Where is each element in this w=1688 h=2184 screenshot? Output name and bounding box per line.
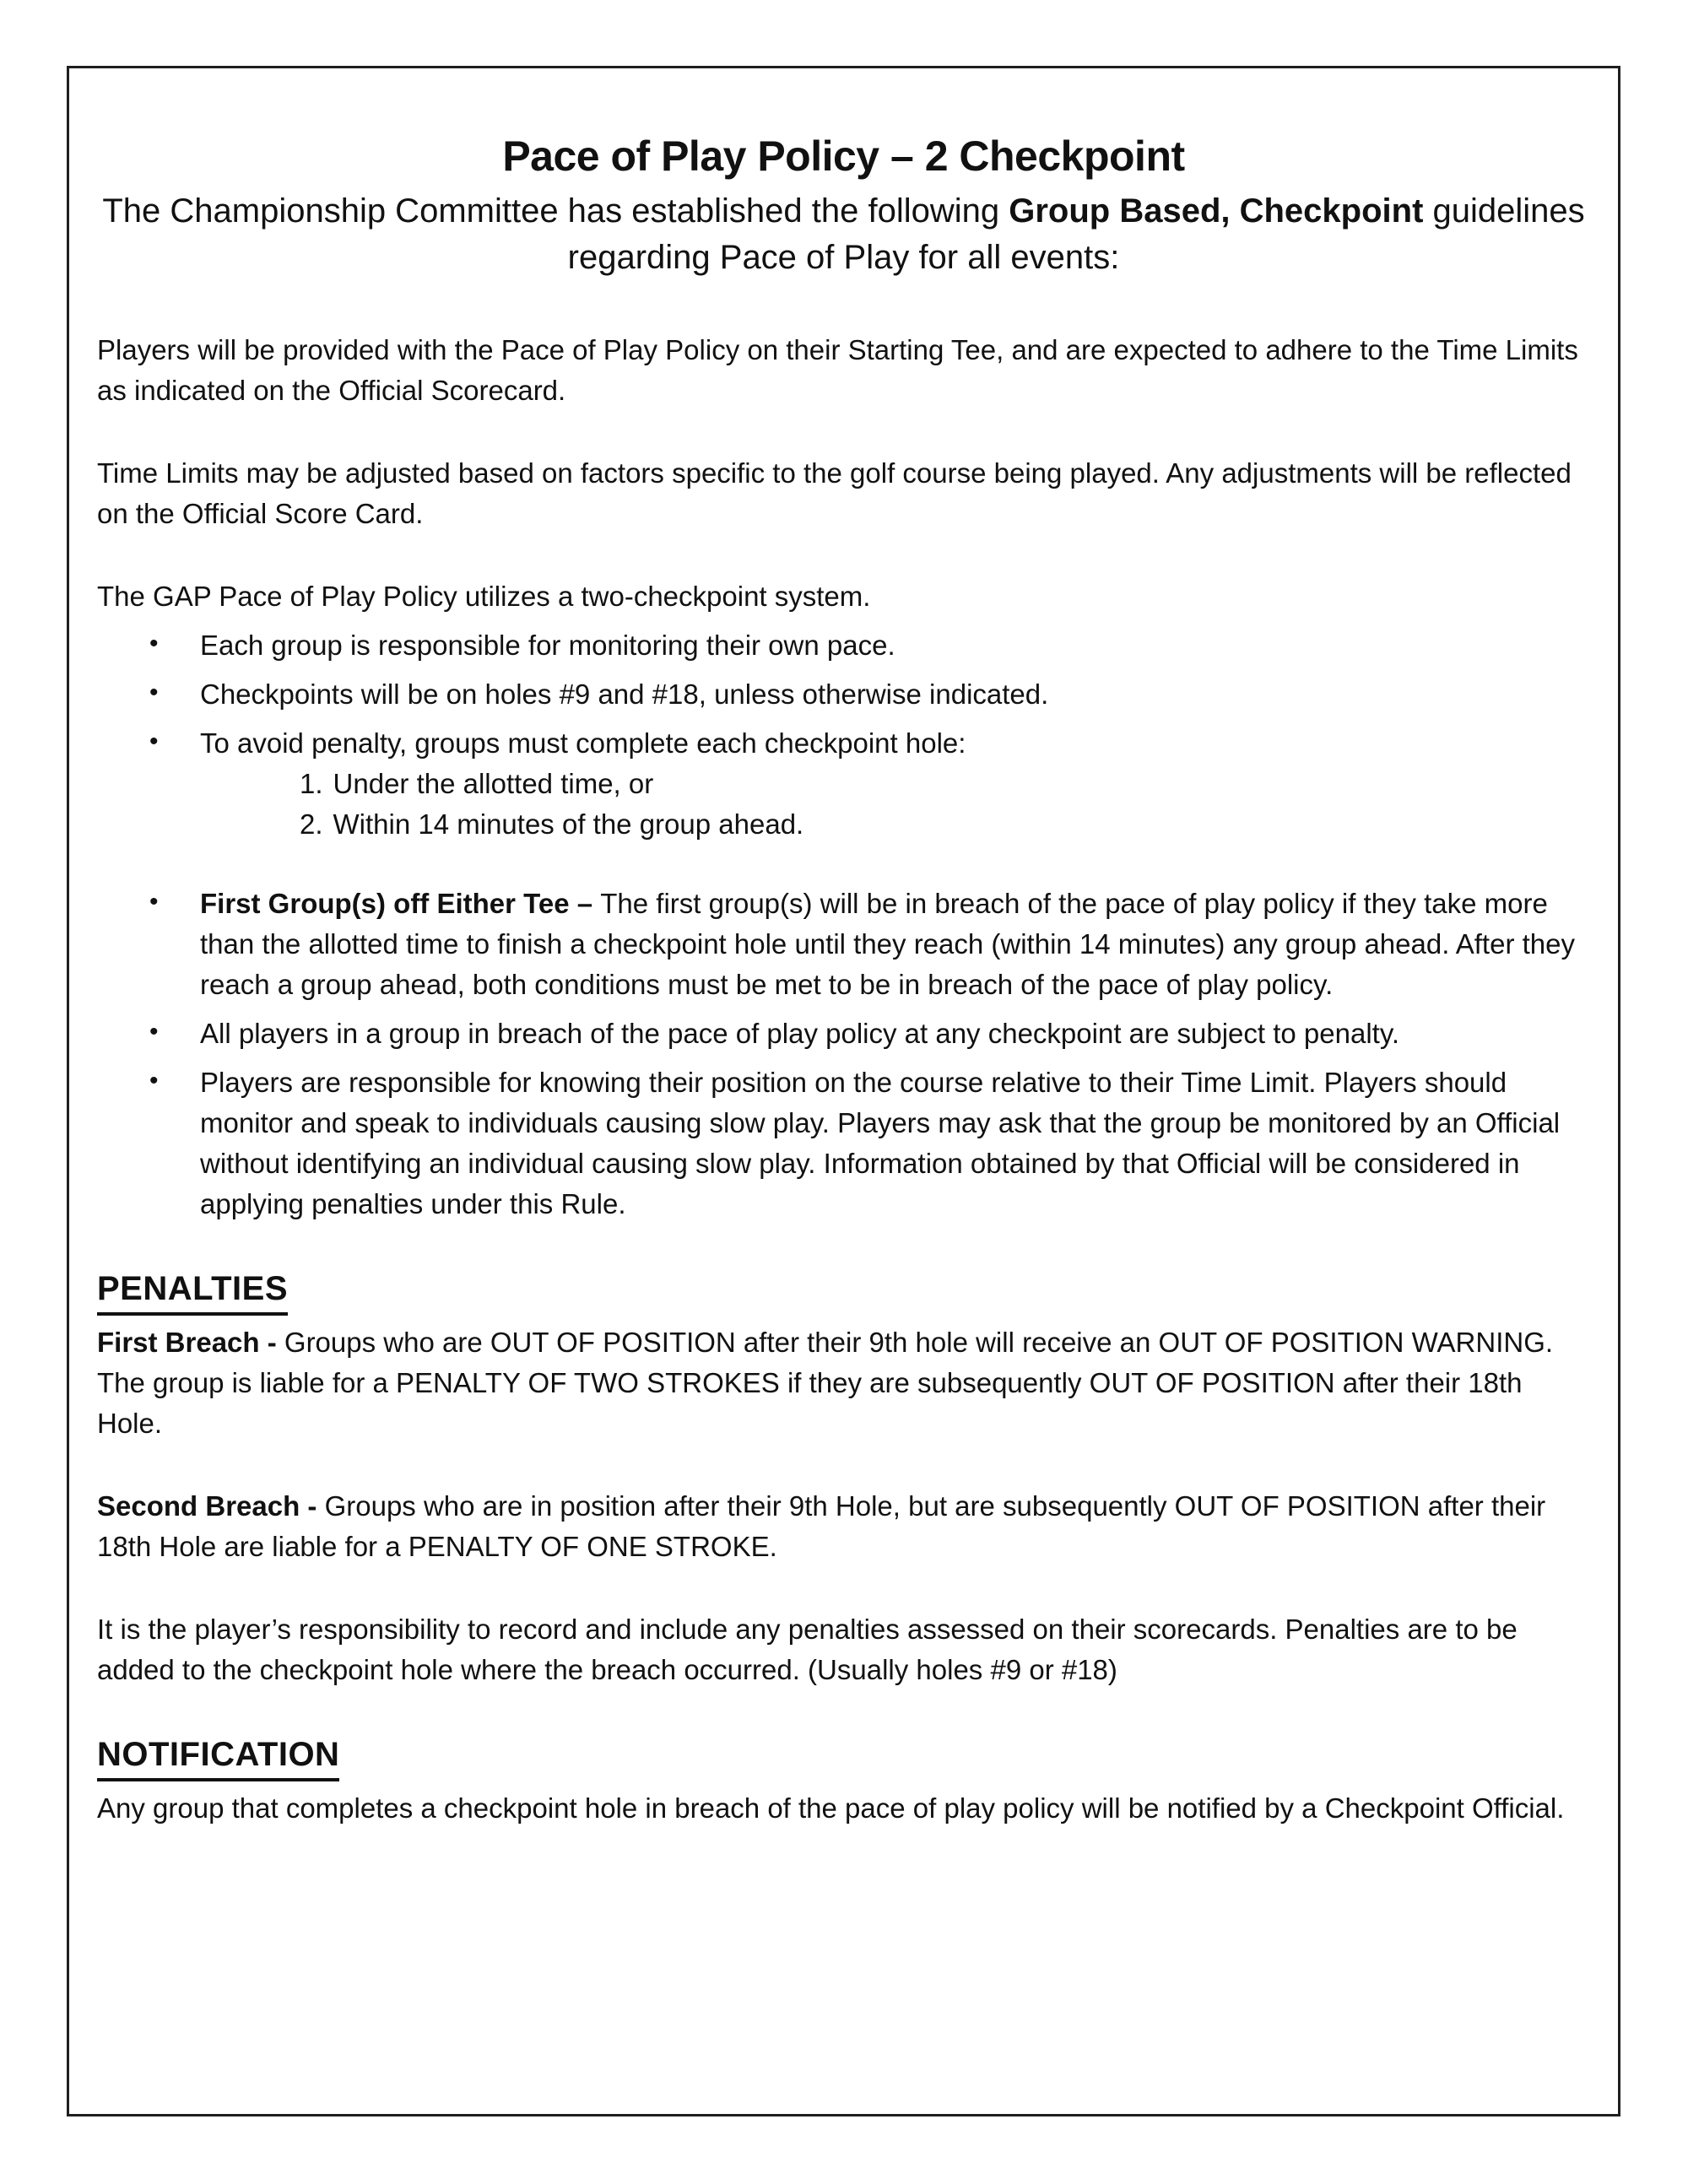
penalties-heading-text: PENALTIES bbox=[97, 1267, 288, 1316]
list-item-text: Checkpoints will be on holes #9 and #18, unless otherwise indicated. bbox=[200, 678, 1049, 710]
notification-heading bbox=[97, 1733, 1590, 1781]
page-title: Pace of Play Policy – 2 Checkpoint bbox=[502, 132, 1185, 180]
subtitle-text-suffix: guidelines regarding Pace of Play for all events: bbox=[567, 192, 1585, 276]
list-item bbox=[148, 674, 1590, 715]
first-breach-label: First Breach - bbox=[97, 1327, 277, 1358]
second-breach-text: Groups who are in position after their 9th Hole, but are subsequently OUT OF POSITION after their 18th Hole are liable for a PENALTY OF ONE STROKE. bbox=[97, 1490, 1546, 1562]
list-item-text: Under the allotted time, or bbox=[333, 768, 654, 799]
bullet-icon: • bbox=[149, 1018, 159, 1046]
list-item bbox=[148, 625, 1590, 666]
paragraph-time-limits-adjusted: Time Limits may be adjusted based on factors specific to the golf course being played. Any adjustments will be reflected on the Official Score Card. bbox=[97, 457, 1572, 529]
bullet-icon: • bbox=[149, 1067, 159, 1095]
list-item-text: Players are responsible for knowing their position on the course relative to their Time Limit. Players should monitor and speak to individuals causing slow play. Players may ask that the group be monitored by an Official without identifying an individual causing slow play. Information obtained by that Official will be considered in applying penalties under this Rule. bbox=[200, 1067, 1561, 1219]
bullet-icon: • bbox=[149, 630, 159, 657]
paragraph-first-breach bbox=[97, 1322, 1590, 1444]
subtitle-text-bold: Group Based, Checkpoint bbox=[1009, 192, 1424, 230]
list-item bbox=[148, 884, 1590, 1005]
list-item-text: Each group is responsible for monitoring their own pace. bbox=[200, 630, 895, 661]
penalties-heading bbox=[97, 1267, 1590, 1316]
checkpoint-bullet-list bbox=[97, 625, 1590, 1224]
list-item bbox=[148, 723, 1590, 764]
list-item-bold-lead: First Group(s) off Either Tee – bbox=[200, 888, 601, 919]
subtitle-text-prefix: The Championship Committee has established the following bbox=[102, 192, 1009, 230]
numbered-list-item bbox=[300, 764, 1590, 804]
first-breach-text: Groups who are OUT OF POSITION after their 9th hole will receive an OUT OF POSITION WARNING. The group is liable for a PENALTY OF TWO STROKES if they are subsequently OUT OF POSITION after their 18th Hole. bbox=[97, 1327, 1554, 1439]
list-item-number: 1. bbox=[300, 768, 323, 799]
document-content bbox=[69, 68, 1618, 1829]
list-item-text: To avoid penalty, groups must complete each checkpoint hole: bbox=[200, 727, 966, 759]
notification-heading-text: NOTIFICATION bbox=[97, 1733, 339, 1781]
paragraph-policy-provided: Players will be provided with the Pace of Play Policy on their Starting Tee, and are expected to adhere to the Time Limits as indicated on the Official Scorecard. bbox=[97, 334, 1578, 406]
paragraph-scorecard-responsibility: It is the player’s responsibility to record and include any penalties assessed on their scorecards. Penalties are to be added to the checkpoint hole where the breach occurred. (Usually holes #9 or #18) bbox=[97, 1614, 1518, 1685]
bullet-icon: • bbox=[149, 727, 159, 755]
list-item-text: The first group(s) will be in breach of the pace of play policy if they take more than the allotted time to finish a checkpoint hole until they reach (within 14 minutes) any group ahead. After they reach a group ahead, both conditions must be met to be in breach of the pace of play policy. bbox=[200, 888, 1575, 1000]
list-item-number: 2. bbox=[300, 808, 323, 840]
page-subtitle bbox=[97, 188, 1590, 281]
second-breach-label: Second Breach - bbox=[97, 1490, 317, 1522]
list-item bbox=[148, 1062, 1590, 1224]
bullet-icon: • bbox=[149, 678, 159, 706]
paragraph-two-checkpoint-system: The GAP Pace of Play Policy utilizes a two-checkpoint system. bbox=[97, 581, 871, 612]
list-item-text: All players in a group in breach of the pace of play policy at any checkpoint are subject to penalty. bbox=[200, 1018, 1400, 1049]
list-item bbox=[148, 1014, 1590, 1054]
list-item-text: Within 14 minutes of the group ahead. bbox=[333, 808, 804, 840]
paragraph-notification: Any group that completes a checkpoint hole in breach of the pace of play policy will be notified by a Checkpoint Official. bbox=[97, 1792, 1565, 1824]
document-page-border bbox=[67, 66, 1620, 2116]
paragraph-second-breach bbox=[97, 1486, 1590, 1567]
bullet-icon: • bbox=[149, 888, 159, 916]
numbered-list-item bbox=[300, 804, 1590, 845]
